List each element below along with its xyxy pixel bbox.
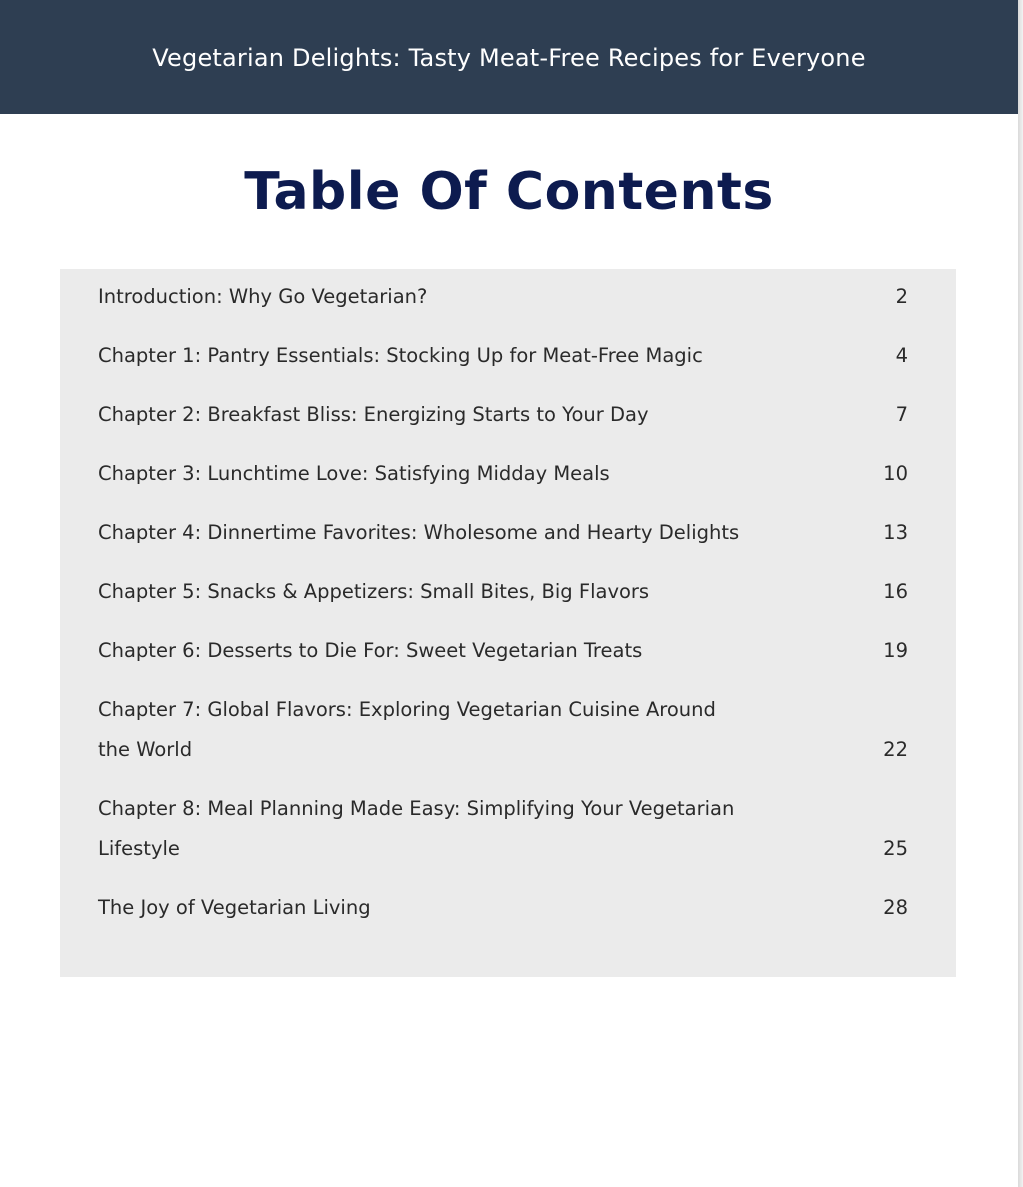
book-title: Vegetarian Delights: Tasty Meat-Free Recipes for Everyone bbox=[152, 44, 866, 72]
toc-entry-title: Chapter 1: Pantry Essentials: Stocking Up for Meat-Free Magic bbox=[98, 344, 703, 367]
toc-entry-page-number: 16 bbox=[883, 580, 908, 603]
toc-entry-page-number: 25 bbox=[883, 837, 908, 860]
toc-entry[interactable] bbox=[60, 336, 956, 376]
header-bar bbox=[0, 0, 1018, 114]
toc-entry[interactable] bbox=[60, 572, 956, 612]
toc-entry-page-number: 28 bbox=[883, 896, 908, 919]
toc-entry[interactable] bbox=[60, 395, 956, 435]
toc-entry[interactable] bbox=[60, 789, 956, 869]
toc-entry[interactable] bbox=[60, 277, 956, 317]
toc-heading: Table Of Contents bbox=[244, 162, 774, 222]
toc-entry-page-number: 4 bbox=[895, 344, 908, 367]
toc-entry[interactable] bbox=[60, 888, 956, 928]
toc-entry-page-number: 10 bbox=[883, 462, 908, 485]
toc-list bbox=[60, 269, 956, 928]
page-edge-shadow bbox=[1018, 0, 1023, 1187]
toc-entry-page-number: 13 bbox=[883, 521, 908, 544]
toc-entry-page-number: 22 bbox=[883, 738, 908, 761]
toc-entry-page-number: 19 bbox=[883, 639, 908, 662]
toc-entry-page-number: 7 bbox=[895, 403, 908, 426]
toc-entry-title: The Joy of Vegetarian Living bbox=[98, 896, 371, 919]
toc-entry-title: Chapter 4: Dinnertime Favorites: Wholesome and Hearty Delights bbox=[98, 521, 740, 544]
toc-entry[interactable] bbox=[60, 454, 956, 494]
toc-entry-title: Chapter 7: Global Flavors: Exploring Vegetarian Cuisine Around the World bbox=[98, 698, 716, 761]
toc-entry-title: Chapter 8: Meal Planning Made Easy: Simplifying Your Vegetarian Lifestyle bbox=[98, 797, 735, 860]
toc-entry[interactable] bbox=[60, 690, 956, 770]
toc-entry-title: Chapter 6: Desserts to Die For: Sweet Vegetarian Treats bbox=[98, 639, 643, 662]
toc-entry-title: Chapter 5: Snacks & Appetizers: Small Bites, Big Flavors bbox=[98, 580, 650, 603]
toc-entry[interactable] bbox=[60, 513, 956, 553]
toc-box bbox=[60, 269, 956, 977]
toc-entry-title: Introduction: Why Go Vegetarian? bbox=[98, 285, 428, 308]
toc-entry-title: Chapter 3: Lunchtime Love: Satisfying Midday Meals bbox=[98, 462, 610, 485]
toc-entry[interactable] bbox=[60, 631, 956, 671]
toc-entry-title: Chapter 2: Breakfast Bliss: Energizing Starts to Your Day bbox=[98, 403, 649, 426]
toc-entry-page-number: 2 bbox=[895, 285, 908, 308]
